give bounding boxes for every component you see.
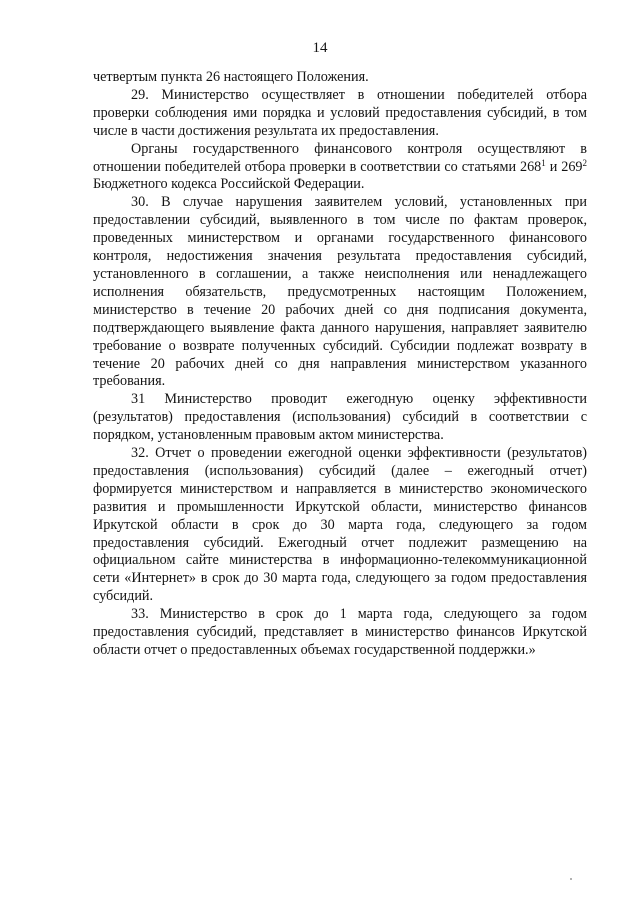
paragraph-control-bodies — [93, 141, 587, 195]
document-body — [93, 69, 587, 660]
paragraph-32: 32. Отчет о проведении ежегодной оценки эффективности (результатов) предоставления (использования) субсидий (далее – ежегодный отчет) формируется министерством и направляется в министерство экономического развития и промышленности Иркутской области, министерство финансов Иркутской области в срок до 30 марта года, следующего за годом предоставления субсидий. Ежегодный отчет подлежит размещению на официальном сайте министерства в информационно-телекоммуникационной сети «Интернет» в срок до 30 марта года, следующего за годом предоставления субсидий. — [93, 445, 587, 605]
paragraph-continuation: четвертым пункта 26 настоящего Положения. — [93, 69, 369, 85]
paragraph-control-bodies-text: Органы государственного финансового контроля осуществляют в отношении победителей отбора проверки в соответствии со статьями 268 — [93, 140, 587, 175]
paragraph-control-bodies-tail: Бюджетного кодекса Российской Федерации. — [93, 176, 365, 193]
page-number: 14 — [312, 40, 328, 56]
paragraph-31: 31 Министерство проводит ежегодную оценку эффективности (результатов) предоставления (использования) субсидий в соответствии с порядком, установленным правовым актом министерства. — [93, 391, 587, 444]
superscript-2: 2 — [582, 157, 588, 168]
scan-speck — [570, 878, 572, 880]
paragraph-29: 29. Министерство осуществляет в отношении победителей отбора проверки соблюдения ими порядка и условий предоставления субсидий, в том числе в части достижения результата их предоставления. — [93, 86, 587, 139]
superscript-1: 1 — [541, 157, 546, 168]
paragraph-33: 33. Министерство в срок до 1 марта года, следующего за годом предоставления субсидий, представляет в министерство финансов Иркутской области отчет о предоставленных объемах государственной поддержки.» — [93, 606, 587, 658]
paragraph-30: 30. В случае нарушения заявителем условий, установленных при предоставлении субсидий, выявленного в том числе по фактам проверок, проведенных министерством и органами государственного финансового контроля, недостижения значения результата предоставления субсидий, установленного в соглашении, а также неисполнения или ненадлежащего исполнения обязательств, предусмотренных настоящим Положением, министерство в течение 20 рабочих дней со дня подписания документа, подтверждающего выявление факта данного нарушения, направляет заявителю требование о возврате полученных субсидий. Субсидии подлежат возврату в течение 20 рабочих дней со дня направления министерством указанного требования. — [93, 194, 587, 390]
paragraph-control-bodies-mid: и 269 — [545, 158, 583, 175]
